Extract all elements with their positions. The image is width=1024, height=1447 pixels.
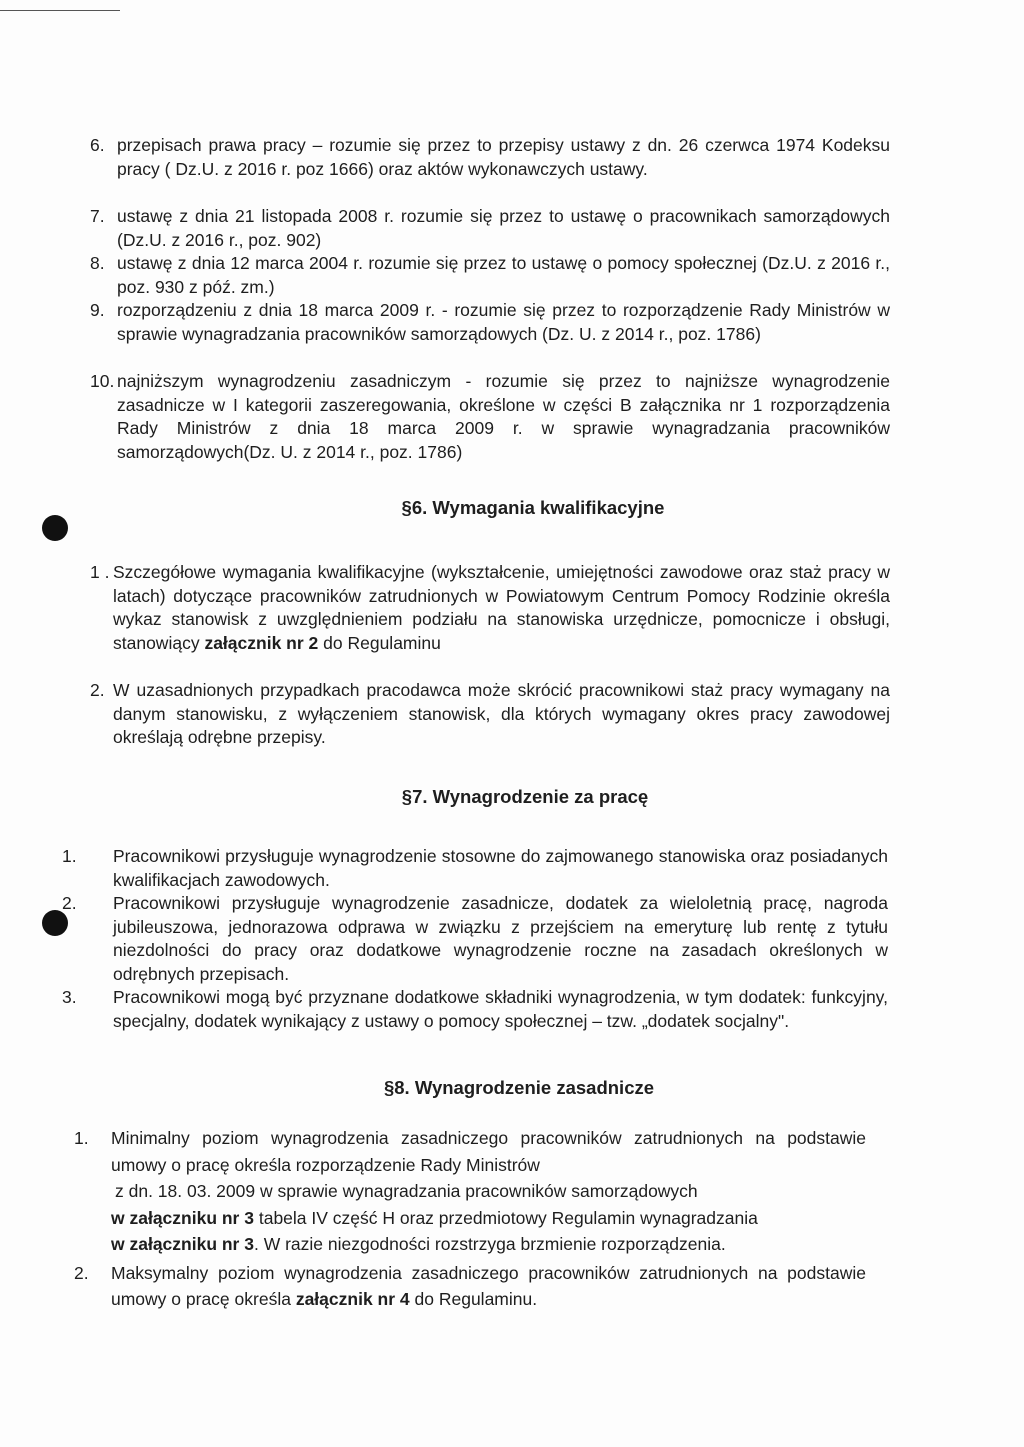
item-text: Szczegółowe wymagania kwalifikacyjne (wykształcenie, umiejętności zawodowe oraz staż pracy w latach) dotyczące pracowników zatrudnionych w Powiatowym Centrum Pomocy Rodzinie określa wykaz stanowisk z uwzględnieniem podziału na stanowiska urzędnicze, pomocnicze i obsługi, stanowiący załącznik nr 2 do Regulaminu: [113, 562, 890, 653]
item-number: 1 .: [90, 562, 110, 582]
definition-number: 9.: [90, 300, 105, 320]
definition-text: najniższym wynagrodzeniu zasadniczym - rozumie się przez to najniższe wynagrodzenie zasadnicze w I kategorii zaszeregowania, określone w części B załącznika nr 1 rozporządzenia Rady Ministrów z dnia 18 marca 2009 r. w sprawie wynagradzania pracowników samorządowych(Dz. U. z 2014 r., poz. 1786): [117, 371, 890, 462]
section-6-heading: §6. Wymagania kwalifikacyjne: [401, 497, 665, 518]
definition-text: rozporządzeniu z dnia 18 marca 2009 r. - rozumie się przez to rozporządzenie Rady Ministrów w sprawie wynagradzania pracowników samorządowych (Dz. U. z 2014 r., poz. 1786): [117, 300, 890, 344]
section-7-item-2: [62, 892, 888, 986]
definition-item-9: [90, 299, 890, 346]
scan-edge-line: [0, 10, 120, 11]
definition-text: ustawę z dnia 12 marca 2004 r. rozumie się przez to ustawę o pomocy społecznej (Dz.U. z 2016 r., poz. 930 z póź. zm.): [117, 253, 890, 297]
item-number: 3.: [62, 987, 77, 1007]
definition-text: ustawę z dnia 21 listopada 2008 r. rozumie się przez to ustawę o pracownikach samorządowych (Dz.U. z 2016 r., poz. 902): [117, 206, 890, 250]
item-number: 1.: [74, 1128, 89, 1148]
item-text: Pracownikowi przysługuje wynagrodzenie zasadnicze, dodatek za wieloletnią pracę, nagroda jubileuszowa, jednorazowa odprawa w związku z przejściem na emeryturę lub rentę z tytułu niezdolności do pracy oraz dodatkowe wynagrodzenie roczne na zasadach określonych w odrębnych przepisach.: [113, 893, 888, 984]
attachment-reference: w załączniku nr 3: [111, 1207, 254, 1228]
section-7-item-1: [62, 845, 888, 892]
section-6-item-2: [90, 679, 890, 750]
section-8-heading: §8. Wynagrodzenie zasadnicze: [383, 1077, 655, 1098]
item-text: Pracownikowi przysługuje wynagrodzenie stosowne do zajmowanego stanowiska oraz posiadanych kwalifikacjach zawodowych.: [113, 846, 888, 890]
definition-number: 7.: [90, 206, 105, 226]
section-6-item-1: [90, 561, 890, 655]
section-8-item-2: [74, 1260, 866, 1312]
definition-number: 6.: [90, 135, 105, 155]
definition-number: 8.: [90, 253, 105, 273]
section-7-item-3: [62, 986, 888, 1033]
item-text: W uzasadnionych przypadkach pracodawca może skrócić pracownikowi staż pracy wymagany na danym stanowisku, z wyłączeniem stanowisk, dla których wymagany okres pracy zawodowej określają odrębne przepisy.: [113, 680, 890, 747]
item-number: 2.: [90, 680, 105, 700]
item-number: 2.: [62, 893, 77, 913]
definition-item-6: [90, 134, 890, 181]
definition-item-8: [90, 252, 890, 299]
definition-text: przepisach prawa pracy – rozumie się przez to przepisy ustawy z dn. 26 czerwca 1974 Kodeksu pracy ( Dz.U. z 2016 r. poz 1666) oraz aktów wykonawczych ustawy.: [117, 135, 890, 179]
item-text: Pracownikowi mogą być przyznane dodatkowe składniki wynagrodzenia, w tym dodatek: funkcyjny, specjalny, dodatek wynikający z ustawy o pomocy społecznej – tzw. „dodatek socjalny".: [113, 987, 888, 1031]
item-number: 2.: [74, 1263, 89, 1283]
item-text: Minimalny poziom wynagrodzenia zasadniczego pracowników zatrudnionych na podstawie umowy o pracę określa rozporządzenie Rady Ministrów z dn. 18. 03. 2009 w sprawie wynagradzania pracowników samorządowych w załączniku nr 3 tabela IV część H oraz przedmiotowy Regulamin wynagradzania w załączniku nr 3. W razie niezgodności rozstrzyga brzmienie rozporządzenia.: [111, 1128, 866, 1254]
section-8-item-1: [74, 1125, 866, 1258]
attachment-reference: załącznik nr 4: [295, 1289, 410, 1309]
item-text: Maksymalny poziom wynagrodzenia zasadniczego pracowników zatrudnionych na podstawie umowy o pracę określa załącznik nr 4 do Regulaminu.: [111, 1263, 866, 1309]
item-number: 1.: [62, 846, 77, 866]
definition-number: 10.: [90, 371, 115, 391]
attachment-reference: w załączniku nr 3: [111, 1234, 254, 1254]
section-7-heading: §7. Wynagrodzenie za pracę: [401, 786, 649, 807]
definition-item-7: [90, 205, 890, 252]
definition-item-10: [90, 370, 890, 464]
attachment-reference: załącznik nr 2: [204, 632, 319, 653]
